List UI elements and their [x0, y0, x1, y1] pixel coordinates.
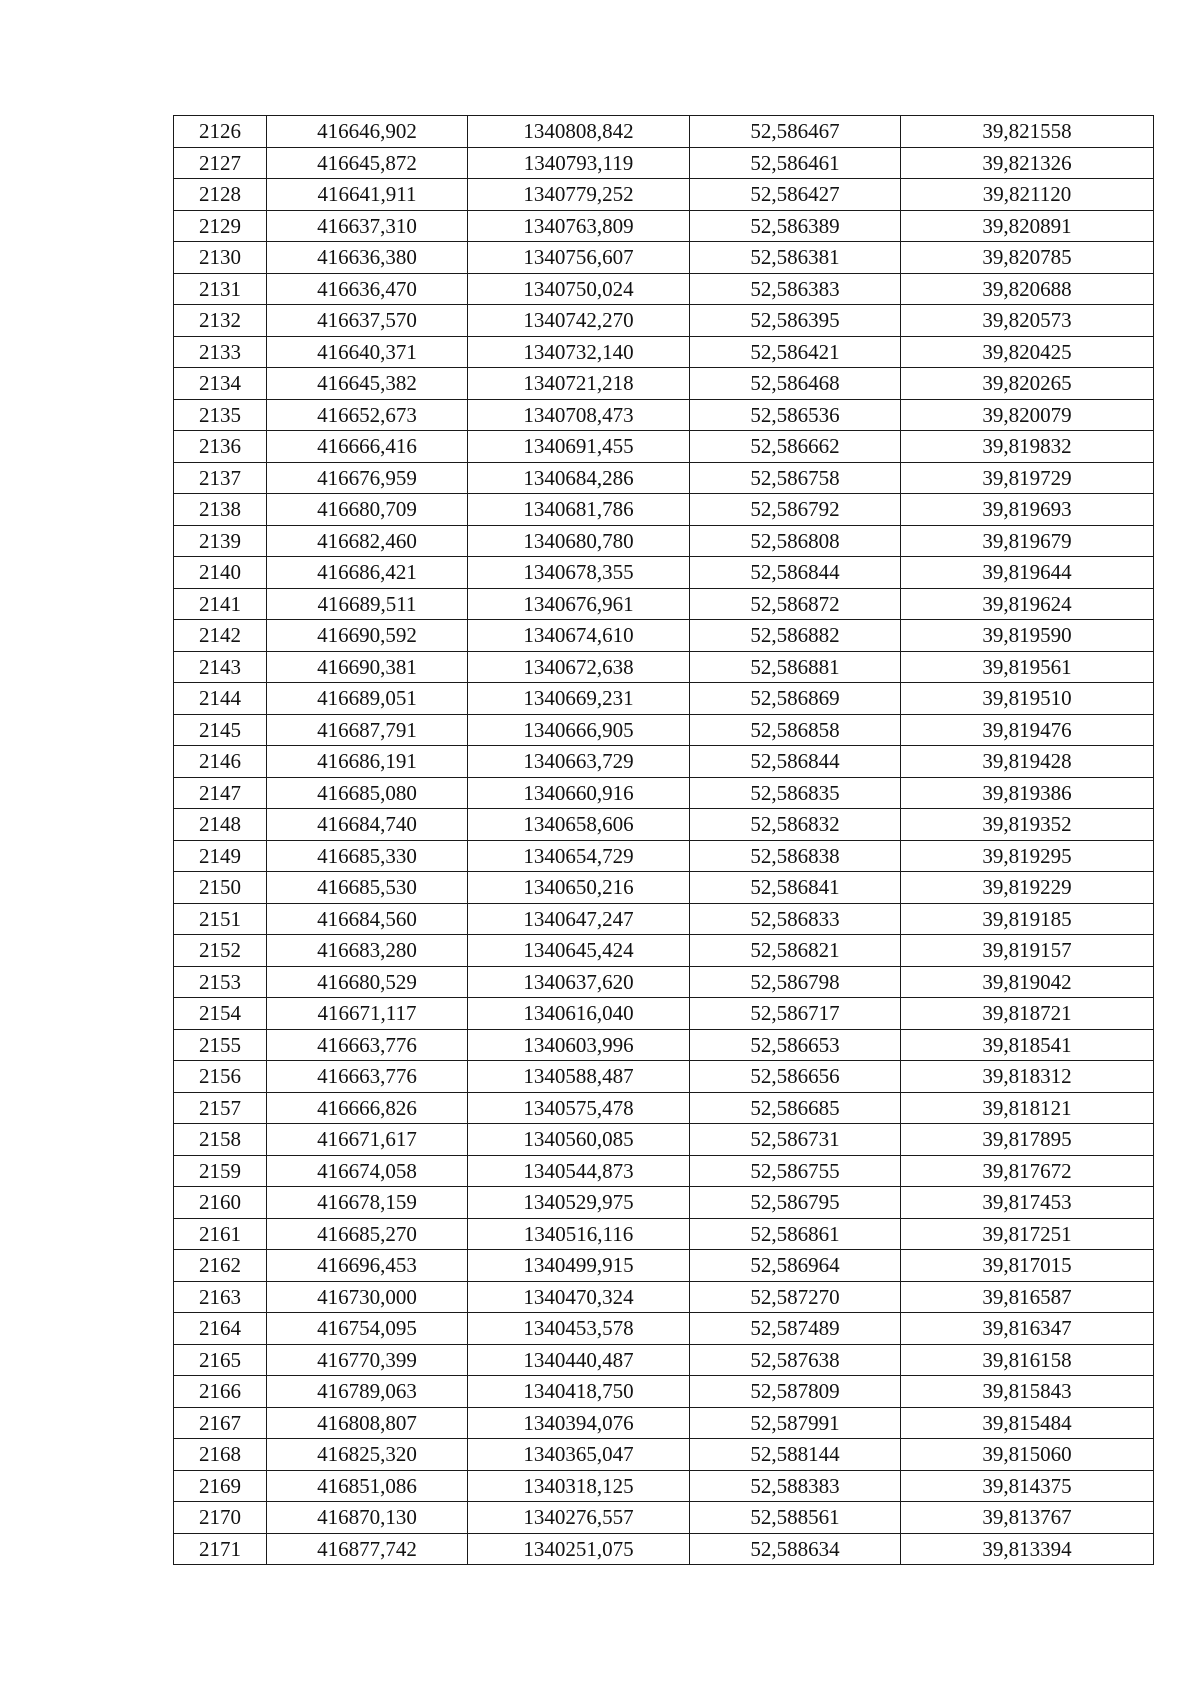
- point-number-cell: 2150: [174, 872, 267, 904]
- x-coordinate-cell: 416789,063: [267, 1376, 468, 1408]
- coordinates-table-body: [174, 116, 1154, 1565]
- point-number-cell: 2141: [174, 588, 267, 620]
- x-coordinate-cell: 416685,080: [267, 777, 468, 809]
- x-coordinate-cell: 416666,416: [267, 431, 468, 463]
- point-number-cell: 2149: [174, 840, 267, 872]
- latitude-cell: 52,587270: [690, 1281, 901, 1313]
- table-row: [174, 1092, 1154, 1124]
- x-coordinate-cell: 416646,902: [267, 116, 468, 148]
- longitude-cell: 39,820573: [901, 305, 1154, 337]
- latitude-cell: 52,586792: [690, 494, 901, 526]
- y-coordinate-cell: 1340470,324: [468, 1281, 690, 1313]
- y-coordinate-cell: 1340676,961: [468, 588, 690, 620]
- point-number-cell: 2137: [174, 462, 267, 494]
- point-number-cell: 2148: [174, 809, 267, 841]
- table-row: [174, 1407, 1154, 1439]
- longitude-cell: 39,819624: [901, 588, 1154, 620]
- latitude-cell: 52,586536: [690, 399, 901, 431]
- y-coordinate-cell: 1340529,975: [468, 1187, 690, 1219]
- y-coordinate-cell: 1340680,780: [468, 525, 690, 557]
- longitude-cell: 39,819510: [901, 683, 1154, 715]
- point-number-cell: 2145: [174, 714, 267, 746]
- x-coordinate-cell: 416645,872: [267, 147, 468, 179]
- latitude-cell: 52,586882: [690, 620, 901, 652]
- x-coordinate-cell: 416870,130: [267, 1502, 468, 1534]
- table-row: [174, 1313, 1154, 1345]
- x-coordinate-cell: 416684,740: [267, 809, 468, 841]
- y-coordinate-cell: 1340647,247: [468, 903, 690, 935]
- longitude-cell: 39,818121: [901, 1092, 1154, 1124]
- y-coordinate-cell: 1340666,905: [468, 714, 690, 746]
- y-coordinate-cell: 1340318,125: [468, 1470, 690, 1502]
- table-row: [174, 1187, 1154, 1219]
- latitude-cell: 52,588383: [690, 1470, 901, 1502]
- latitude-cell: 52,586656: [690, 1061, 901, 1093]
- x-coordinate-cell: 416671,617: [267, 1124, 468, 1156]
- longitude-cell: 39,819352: [901, 809, 1154, 841]
- y-coordinate-cell: 1340637,620: [468, 966, 690, 998]
- point-number-cell: 2158: [174, 1124, 267, 1156]
- longitude-cell: 39,814375: [901, 1470, 1154, 1502]
- y-coordinate-cell: 1340394,076: [468, 1407, 690, 1439]
- latitude-cell: 52,586731: [690, 1124, 901, 1156]
- table-row: [174, 872, 1154, 904]
- x-coordinate-cell: 416684,560: [267, 903, 468, 935]
- latitude-cell: 52,586717: [690, 998, 901, 1030]
- longitude-cell: 39,819295: [901, 840, 1154, 872]
- y-coordinate-cell: 1340684,286: [468, 462, 690, 494]
- longitude-cell: 39,821558: [901, 116, 1154, 148]
- longitude-cell: 39,819644: [901, 557, 1154, 589]
- latitude-cell: 52,586841: [690, 872, 901, 904]
- longitude-cell: 39,819729: [901, 462, 1154, 494]
- longitude-cell: 39,820891: [901, 210, 1154, 242]
- x-coordinate-cell: 416641,911: [267, 179, 468, 211]
- y-coordinate-cell: 1340603,996: [468, 1029, 690, 1061]
- table-row: [174, 1250, 1154, 1282]
- y-coordinate-cell: 1340418,750: [468, 1376, 690, 1408]
- point-number-cell: 2152: [174, 935, 267, 967]
- latitude-cell: 52,586844: [690, 557, 901, 589]
- longitude-cell: 39,815484: [901, 1407, 1154, 1439]
- latitude-cell: 52,586662: [690, 431, 901, 463]
- y-coordinate-cell: 1340588,487: [468, 1061, 690, 1093]
- latitude-cell: 52,586833: [690, 903, 901, 935]
- table-row: [174, 525, 1154, 557]
- x-coordinate-cell: 416754,095: [267, 1313, 468, 1345]
- latitude-cell: 52,586964: [690, 1250, 901, 1282]
- x-coordinate-cell: 416687,791: [267, 714, 468, 746]
- point-number-cell: 2146: [174, 746, 267, 778]
- point-number-cell: 2151: [174, 903, 267, 935]
- table-row: [174, 1439, 1154, 1471]
- x-coordinate-cell: 416689,511: [267, 588, 468, 620]
- longitude-cell: 39,817251: [901, 1218, 1154, 1250]
- latitude-cell: 52,586881: [690, 651, 901, 683]
- point-number-cell: 2153: [174, 966, 267, 998]
- table-row: [174, 557, 1154, 589]
- point-number-cell: 2142: [174, 620, 267, 652]
- latitude-cell: 52,587638: [690, 1344, 901, 1376]
- table-row: [174, 431, 1154, 463]
- longitude-cell: 39,819386: [901, 777, 1154, 809]
- longitude-cell: 39,820265: [901, 368, 1154, 400]
- y-coordinate-cell: 1340365,047: [468, 1439, 690, 1471]
- table-row: [174, 147, 1154, 179]
- y-coordinate-cell: 1340663,729: [468, 746, 690, 778]
- longitude-cell: 39,813767: [901, 1502, 1154, 1534]
- latitude-cell: 52,588144: [690, 1439, 901, 1471]
- table-row: [174, 966, 1154, 998]
- table-row: [174, 809, 1154, 841]
- point-number-cell: 2162: [174, 1250, 267, 1282]
- x-coordinate-cell: 416685,530: [267, 872, 468, 904]
- y-coordinate-cell: 1340616,040: [468, 998, 690, 1030]
- table-row: [174, 336, 1154, 368]
- latitude-cell: 52,586685: [690, 1092, 901, 1124]
- longitude-cell: 39,820079: [901, 399, 1154, 431]
- point-number-cell: 2156: [174, 1061, 267, 1093]
- point-number-cell: 2128: [174, 179, 267, 211]
- latitude-cell: 52,586653: [690, 1029, 901, 1061]
- point-number-cell: 2131: [174, 273, 267, 305]
- x-coordinate-cell: 416689,051: [267, 683, 468, 715]
- latitude-cell: 52,586427: [690, 179, 901, 211]
- table-row: [174, 935, 1154, 967]
- longitude-cell: 39,819590: [901, 620, 1154, 652]
- longitude-cell: 39,819679: [901, 525, 1154, 557]
- x-coordinate-cell: 416690,592: [267, 620, 468, 652]
- table-row: [174, 210, 1154, 242]
- table-row: [174, 1281, 1154, 1313]
- latitude-cell: 52,586861: [690, 1218, 901, 1250]
- longitude-cell: 39,821326: [901, 147, 1154, 179]
- longitude-cell: 39,819693: [901, 494, 1154, 526]
- point-number-cell: 2171: [174, 1533, 267, 1565]
- x-coordinate-cell: 416683,280: [267, 935, 468, 967]
- table-row: [174, 494, 1154, 526]
- table-row: [174, 179, 1154, 211]
- y-coordinate-cell: 1340691,455: [468, 431, 690, 463]
- point-number-cell: 2154: [174, 998, 267, 1030]
- point-number-cell: 2140: [174, 557, 267, 589]
- latitude-cell: 52,586468: [690, 368, 901, 400]
- y-coordinate-cell: 1340756,607: [468, 242, 690, 274]
- latitude-cell: 52,586467: [690, 116, 901, 148]
- y-coordinate-cell: 1340672,638: [468, 651, 690, 683]
- x-coordinate-cell: 416671,117: [267, 998, 468, 1030]
- latitude-cell: 52,587809: [690, 1376, 901, 1408]
- x-coordinate-cell: 416663,776: [267, 1029, 468, 1061]
- point-number-cell: 2127: [174, 147, 267, 179]
- longitude-cell: 39,821120: [901, 179, 1154, 211]
- longitude-cell: 39,819476: [901, 714, 1154, 746]
- table-row: [174, 305, 1154, 337]
- x-coordinate-cell: 416680,529: [267, 966, 468, 998]
- point-number-cell: 2132: [174, 305, 267, 337]
- x-coordinate-cell: 416678,159: [267, 1187, 468, 1219]
- latitude-cell: 52,586821: [690, 935, 901, 967]
- latitude-cell: 52,586755: [690, 1155, 901, 1187]
- y-coordinate-cell: 1340544,873: [468, 1155, 690, 1187]
- x-coordinate-cell: 416685,330: [267, 840, 468, 872]
- table-row: [174, 683, 1154, 715]
- table-row: [174, 1155, 1154, 1187]
- y-coordinate-cell: 1340750,024: [468, 273, 690, 305]
- table-row: [174, 1218, 1154, 1250]
- point-number-cell: 2126: [174, 116, 267, 148]
- point-number-cell: 2163: [174, 1281, 267, 1313]
- y-coordinate-cell: 1340650,216: [468, 872, 690, 904]
- table-row: [174, 998, 1154, 1030]
- x-coordinate-cell: 416690,381: [267, 651, 468, 683]
- point-number-cell: 2168: [174, 1439, 267, 1471]
- point-number-cell: 2138: [174, 494, 267, 526]
- table-row: [174, 903, 1154, 935]
- y-coordinate-cell: 1340742,270: [468, 305, 690, 337]
- latitude-cell: 52,586835: [690, 777, 901, 809]
- latitude-cell: 52,586858: [690, 714, 901, 746]
- longitude-cell: 39,818541: [901, 1029, 1154, 1061]
- table-row: [174, 1470, 1154, 1502]
- x-coordinate-cell: 416666,826: [267, 1092, 468, 1124]
- latitude-cell: 52,586421: [690, 336, 901, 368]
- latitude-cell: 52,587489: [690, 1313, 901, 1345]
- point-number-cell: 2133: [174, 336, 267, 368]
- point-number-cell: 2170: [174, 1502, 267, 1534]
- y-coordinate-cell: 1340721,218: [468, 368, 690, 400]
- longitude-cell: 39,817015: [901, 1250, 1154, 1282]
- x-coordinate-cell: 416645,382: [267, 368, 468, 400]
- latitude-cell: 52,586798: [690, 966, 901, 998]
- point-number-cell: 2165: [174, 1344, 267, 1376]
- longitude-cell: 39,816158: [901, 1344, 1154, 1376]
- table-row: [174, 777, 1154, 809]
- longitude-cell: 39,819157: [901, 935, 1154, 967]
- y-coordinate-cell: 1340660,916: [468, 777, 690, 809]
- x-coordinate-cell: 416637,570: [267, 305, 468, 337]
- latitude-cell: 52,588561: [690, 1502, 901, 1534]
- latitude-cell: 52,586795: [690, 1187, 901, 1219]
- point-number-cell: 2167: [174, 1407, 267, 1439]
- table-row: [174, 368, 1154, 400]
- latitude-cell: 52,586808: [690, 525, 901, 557]
- table-row: [174, 273, 1154, 305]
- latitude-cell: 52,586832: [690, 809, 901, 841]
- x-coordinate-cell: 416686,191: [267, 746, 468, 778]
- y-coordinate-cell: 1340732,140: [468, 336, 690, 368]
- latitude-cell: 52,586389: [690, 210, 901, 242]
- x-coordinate-cell: 416682,460: [267, 525, 468, 557]
- table-row: [174, 1061, 1154, 1093]
- table-row: [174, 1029, 1154, 1061]
- latitude-cell: 52,586869: [690, 683, 901, 715]
- x-coordinate-cell: 416851,086: [267, 1470, 468, 1502]
- table-row: [174, 651, 1154, 683]
- point-number-cell: 2144: [174, 683, 267, 715]
- longitude-cell: 39,817895: [901, 1124, 1154, 1156]
- point-number-cell: 2159: [174, 1155, 267, 1187]
- longitude-cell: 39,816587: [901, 1281, 1154, 1313]
- y-coordinate-cell: 1340440,487: [468, 1344, 690, 1376]
- y-coordinate-cell: 1340276,557: [468, 1502, 690, 1534]
- latitude-cell: 52,587991: [690, 1407, 901, 1439]
- table-row: [174, 242, 1154, 274]
- table-row: [174, 462, 1154, 494]
- latitude-cell: 52,588634: [690, 1533, 901, 1565]
- y-coordinate-cell: 1340499,915: [468, 1250, 690, 1282]
- point-number-cell: 2169: [174, 1470, 267, 1502]
- x-coordinate-cell: 416770,399: [267, 1344, 468, 1376]
- longitude-cell: 39,819042: [901, 966, 1154, 998]
- x-coordinate-cell: 416685,270: [267, 1218, 468, 1250]
- x-coordinate-cell: 416808,807: [267, 1407, 468, 1439]
- y-coordinate-cell: 1340779,252: [468, 179, 690, 211]
- latitude-cell: 52,586838: [690, 840, 901, 872]
- longitude-cell: 39,820425: [901, 336, 1154, 368]
- longitude-cell: 39,820688: [901, 273, 1154, 305]
- latitude-cell: 52,586395: [690, 305, 901, 337]
- longitude-cell: 39,819832: [901, 431, 1154, 463]
- table-row: [174, 399, 1154, 431]
- longitude-cell: 39,818721: [901, 998, 1154, 1030]
- x-coordinate-cell: 416674,058: [267, 1155, 468, 1187]
- table-row: [174, 588, 1154, 620]
- table-row: [174, 620, 1154, 652]
- longitude-cell: 39,819229: [901, 872, 1154, 904]
- y-coordinate-cell: 1340575,478: [468, 1092, 690, 1124]
- longitude-cell: 39,819561: [901, 651, 1154, 683]
- y-coordinate-cell: 1340251,075: [468, 1533, 690, 1565]
- coordinates-table: [173, 115, 1154, 1565]
- x-coordinate-cell: 416636,470: [267, 273, 468, 305]
- longitude-cell: 39,815060: [901, 1439, 1154, 1471]
- y-coordinate-cell: 1340516,116: [468, 1218, 690, 1250]
- point-number-cell: 2157: [174, 1092, 267, 1124]
- longitude-cell: 39,820785: [901, 242, 1154, 274]
- longitude-cell: 39,819185: [901, 903, 1154, 935]
- y-coordinate-cell: 1340560,085: [468, 1124, 690, 1156]
- table-row: [174, 1533, 1154, 1565]
- x-coordinate-cell: 416825,320: [267, 1439, 468, 1471]
- longitude-cell: 39,818312: [901, 1061, 1154, 1093]
- table-row: [174, 714, 1154, 746]
- table-row: [174, 746, 1154, 778]
- y-coordinate-cell: 1340658,606: [468, 809, 690, 841]
- x-coordinate-cell: 416676,959: [267, 462, 468, 494]
- y-coordinate-cell: 1340808,842: [468, 116, 690, 148]
- x-coordinate-cell: 416637,310: [267, 210, 468, 242]
- x-coordinate-cell: 416640,371: [267, 336, 468, 368]
- y-coordinate-cell: 1340708,473: [468, 399, 690, 431]
- y-coordinate-cell: 1340681,786: [468, 494, 690, 526]
- x-coordinate-cell: 416877,742: [267, 1533, 468, 1565]
- y-coordinate-cell: 1340793,119: [468, 147, 690, 179]
- latitude-cell: 52,586383: [690, 273, 901, 305]
- y-coordinate-cell: 1340645,424: [468, 935, 690, 967]
- x-coordinate-cell: 416696,453: [267, 1250, 468, 1282]
- x-coordinate-cell: 416730,000: [267, 1281, 468, 1313]
- point-number-cell: 2161: [174, 1218, 267, 1250]
- x-coordinate-cell: 416686,421: [267, 557, 468, 589]
- latitude-cell: 52,586872: [690, 588, 901, 620]
- table-row: [174, 840, 1154, 872]
- y-coordinate-cell: 1340678,355: [468, 557, 690, 589]
- y-coordinate-cell: 1340654,729: [468, 840, 690, 872]
- point-number-cell: 2130: [174, 242, 267, 274]
- x-coordinate-cell: 416636,380: [267, 242, 468, 274]
- table-row: [174, 1376, 1154, 1408]
- longitude-cell: 39,817453: [901, 1187, 1154, 1219]
- longitude-cell: 39,817672: [901, 1155, 1154, 1187]
- point-number-cell: 2129: [174, 210, 267, 242]
- point-number-cell: 2155: [174, 1029, 267, 1061]
- latitude-cell: 52,586381: [690, 242, 901, 274]
- longitude-cell: 39,815843: [901, 1376, 1154, 1408]
- point-number-cell: 2135: [174, 399, 267, 431]
- point-number-cell: 2164: [174, 1313, 267, 1345]
- y-coordinate-cell: 1340674,610: [468, 620, 690, 652]
- point-number-cell: 2160: [174, 1187, 267, 1219]
- point-number-cell: 2136: [174, 431, 267, 463]
- table-row: [174, 116, 1154, 148]
- table-row: [174, 1344, 1154, 1376]
- latitude-cell: 52,586758: [690, 462, 901, 494]
- point-number-cell: 2143: [174, 651, 267, 683]
- y-coordinate-cell: 1340453,578: [468, 1313, 690, 1345]
- x-coordinate-cell: 416680,709: [267, 494, 468, 526]
- table-row: [174, 1502, 1154, 1534]
- x-coordinate-cell: 416652,673: [267, 399, 468, 431]
- y-coordinate-cell: 1340763,809: [468, 210, 690, 242]
- x-coordinate-cell: 416663,776: [267, 1061, 468, 1093]
- longitude-cell: 39,813394: [901, 1533, 1154, 1565]
- table-row: [174, 1124, 1154, 1156]
- point-number-cell: 2134: [174, 368, 267, 400]
- point-number-cell: 2166: [174, 1376, 267, 1408]
- point-number-cell: 2139: [174, 525, 267, 557]
- y-coordinate-cell: 1340669,231: [468, 683, 690, 715]
- point-number-cell: 2147: [174, 777, 267, 809]
- longitude-cell: 39,819428: [901, 746, 1154, 778]
- latitude-cell: 52,586844: [690, 746, 901, 778]
- latitude-cell: 52,586461: [690, 147, 901, 179]
- longitude-cell: 39,816347: [901, 1313, 1154, 1345]
